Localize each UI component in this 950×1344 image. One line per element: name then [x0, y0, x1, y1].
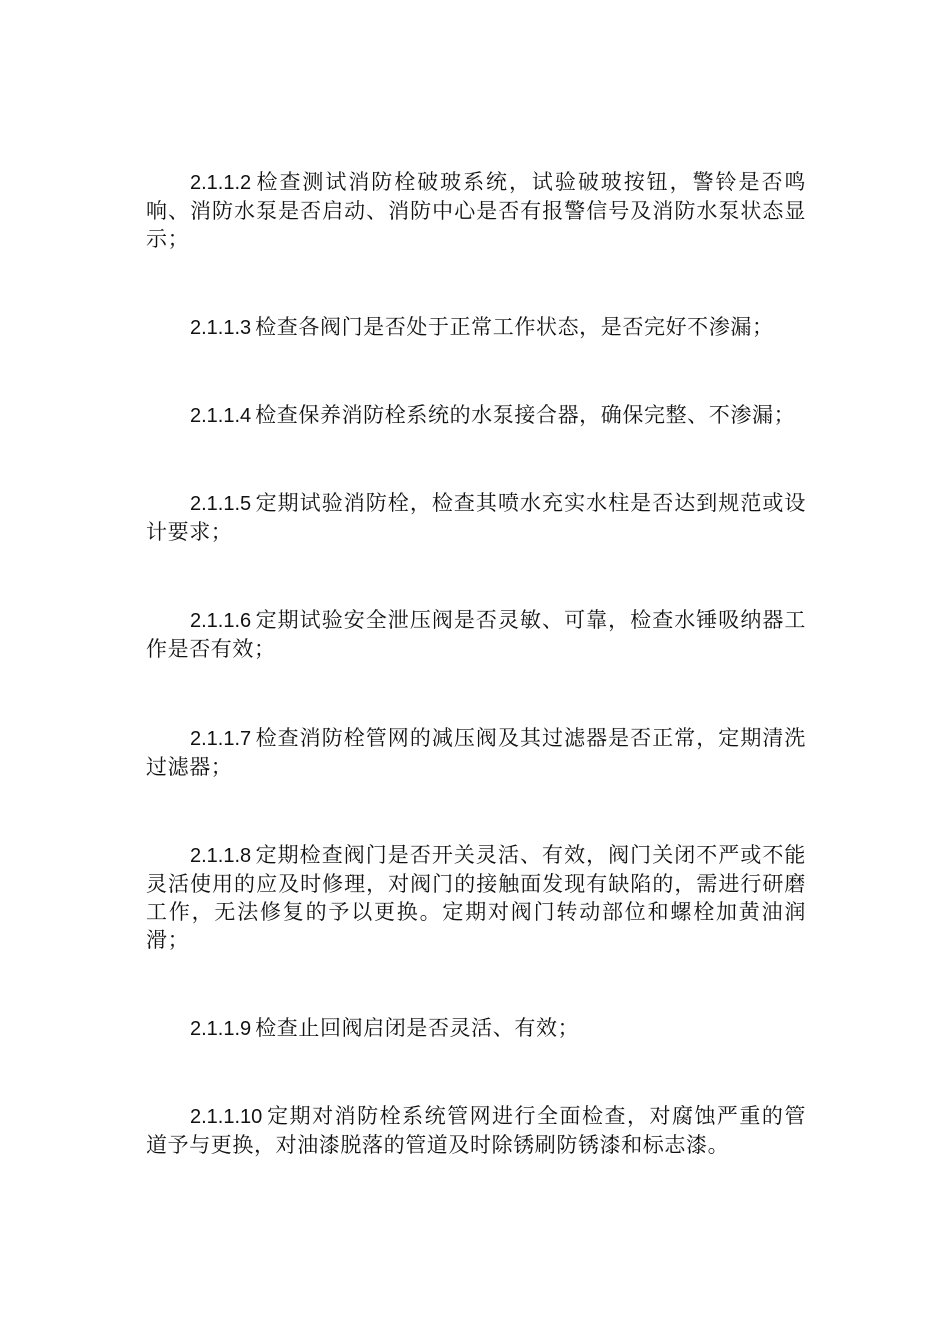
paragraph-number: 2.1.1.9 — [190, 1018, 252, 1040]
paragraph-2-1-1-6 — [146, 606, 806, 663]
paragraph-text: 定期检查阀门是否开关灵活、有效，阀门关闭不严或不能灵活使用的应及时修理，对阀门的接触面发现有缺陷的，需进行研磨工作，无法修复的予以更换。定期对阀门转动部位和螺栓加黄油润滑； — [146, 843, 806, 952]
paragraph-number: 2.1.1.4 — [190, 405, 252, 427]
paragraph-2-1-1-10 — [146, 1102, 806, 1159]
paragraph-text: 检查止回阀启闭是否灵活、有效； — [255, 1016, 580, 1040]
paragraph-2-1-1-3 — [146, 313, 806, 342]
paragraph-text: 定期试验安全泄压阀是否灵敏、可靠，检查水锤吸纳器工作是否有效； — [146, 608, 806, 661]
paragraph-text: 检查各阀门是否处于正常工作状态，是否完好不渗漏； — [255, 315, 774, 339]
paragraph-number: 2.1.1.7 — [190, 728, 252, 750]
paragraph-text: 检查消防栓管网的减压阀及其过滤器是否正常，定期清洗过滤器； — [146, 726, 806, 779]
paragraph-2-1-1-5 — [146, 489, 806, 546]
paragraph-2-1-1-2 — [146, 168, 806, 253]
paragraph-2-1-1-4 — [146, 401, 806, 430]
paragraph-number: 2.1.1.8 — [190, 845, 252, 867]
paragraph-text: 定期对消防栓系统管网进行全面检查，对腐蚀严重的管道予与更换，对油漆脱落的管道及时除锈刷防锈漆和标志漆。 — [146, 1104, 806, 1157]
paragraph-number: 2.1.1.2 — [190, 172, 252, 194]
paragraph-number: 2.1.1.6 — [190, 610, 252, 632]
paragraph-text: 定期试验消防栓，检查其喷水充实水柱是否达到规范或设计要求； — [146, 491, 806, 544]
paragraph-2-1-1-8 — [146, 841, 806, 954]
paragraph-text: 检查保养消防栓系统的水泵接合器，确保完整、不渗漏； — [255, 403, 796, 427]
paragraph-2-1-1-9 — [146, 1014, 806, 1043]
paragraph-number: 2.1.1.3 — [190, 317, 252, 339]
paragraph-number: 2.1.1.5 — [190, 493, 252, 515]
paragraph-number: 2.1.1.10 — [190, 1106, 263, 1128]
paragraph-text: 检查测试消防栓破玻系统，试验破玻按钮，警铃是否鸣响、消防水泵是否启动、消防中心是否有报警信号及消防水泵状态显示； — [146, 170, 806, 251]
paragraph-2-1-1-7 — [146, 724, 806, 781]
